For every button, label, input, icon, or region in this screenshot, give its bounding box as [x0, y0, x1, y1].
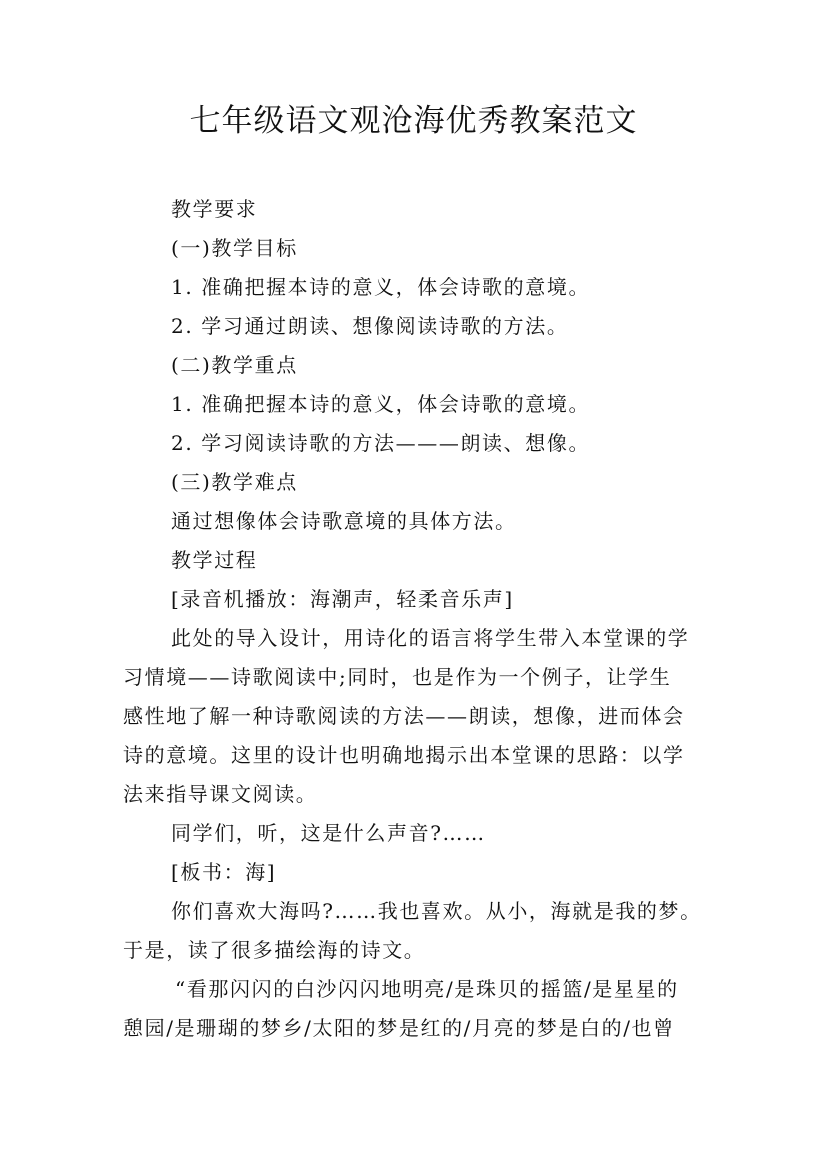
list-item: 2. 学习通过朗读、想像阅读诗歌的方法。	[171, 314, 569, 338]
paragraph-line: 法来指导课文阅读。	[123, 782, 318, 806]
stage-direction: [录音机播放：海潮声，轻柔音乐声]	[171, 587, 514, 611]
list-item: 2. 学习阅读诗歌的方法———朗读、想像。	[171, 431, 591, 455]
poem-quote-line: “看那闪闪的白沙闪闪地明亮/是珠贝的摇篮/是星星的	[175, 977, 679, 1001]
list-item: 1. 准确把握本诗的意义，体会诗歌的意境。	[171, 392, 591, 416]
board-writing: [板书：海]	[171, 860, 277, 884]
paragraph-line: 同学们，听，这是什么声音?……	[171, 821, 486, 845]
poem-quote-line: 憩园/是珊瑚的梦乡/太阳的梦是红的/月亮的梦是白的/也曾	[123, 1016, 675, 1040]
section-heading: 教学过程	[171, 548, 258, 572]
paragraph-line: 诗的意境。这里的设计也明确地揭示出本堂课的思路：以学	[123, 743, 685, 767]
document-title: 七年级语文观沧海优秀教案范文	[189, 103, 638, 139]
paragraph-line: 习情境——诗歌阅读中;同时，也是作为一个例子，让学生	[123, 665, 672, 689]
subsection-heading: (二)教学重点	[171, 353, 298, 377]
paragraph-line: 此处的导入设计，用诗化的语言将学生带入本堂课的学	[171, 626, 690, 650]
paragraph-line: 于是，读了很多描绘海的诗文。	[123, 938, 426, 962]
paragraph-line: 通过想像体会诗歌意境的具体方法。	[171, 509, 517, 533]
list-item: 1. 准确把握本诗的意义，体会诗歌的意境。	[171, 275, 591, 299]
subsection-heading: (三)教学难点	[171, 470, 298, 494]
subsection-heading: (一)教学目标	[171, 236, 298, 260]
paragraph-line: 感性地了解一种诗歌阅读的方法——朗读，想像，进而体会	[123, 704, 685, 728]
document-body	[123, 190, 713, 1048]
paragraph-line: 你们喜欢大海吗?……我也喜欢。从小，海就是我的梦。	[171, 899, 702, 923]
section-heading: 教学要求	[171, 197, 258, 221]
